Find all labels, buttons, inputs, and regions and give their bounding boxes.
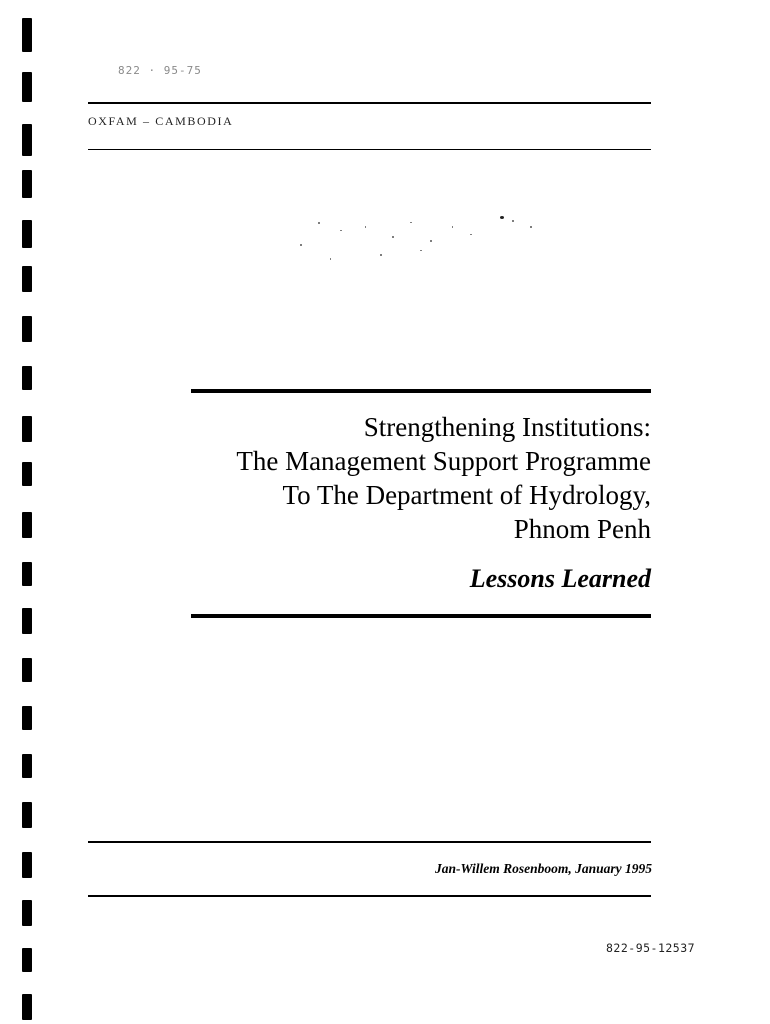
header-rule-top [88, 102, 651, 104]
binding-mark [22, 72, 32, 102]
author-line: Jan-Willem Rosenboom, January 1995 [434, 861, 652, 876]
title-rule-bottom [191, 614, 651, 618]
organization-name: OXFAM – CAMBODIA [88, 114, 234, 128]
binding-mark [22, 852, 32, 878]
binding-mark [22, 754, 32, 778]
binding-mark [22, 948, 32, 972]
title-line: Phnom Penh [513, 514, 651, 544]
binding-mark [22, 900, 32, 926]
title-line: To The Department of Hydrology, [282, 480, 651, 510]
binding-mark [22, 266, 32, 292]
author-rule-top [88, 841, 651, 843]
binding-mark [22, 706, 32, 730]
binding-mark [22, 658, 32, 682]
binding-mark [22, 170, 32, 198]
binding-mark [22, 562, 32, 586]
header-rule-bottom [88, 149, 651, 150]
author-rule-bottom [88, 895, 651, 897]
title-block [151, 410, 651, 594]
archive-stamp: 822 · 95-75 [118, 64, 202, 77]
binding-mark [22, 512, 32, 538]
document-number: 822-95-12537 [606, 941, 696, 955]
title-line: The Management Support Programme [236, 446, 651, 476]
binding-mark [22, 802, 32, 828]
title-line: Strengthening Institutions: [363, 412, 651, 442]
subtitle: Lessons Learned [469, 564, 651, 593]
binding-mark [22, 316, 32, 342]
title-rule-top [191, 389, 651, 393]
binding-mark [22, 366, 32, 390]
binding-mark [22, 608, 32, 634]
binding-mark [22, 124, 32, 156]
binding-marks [0, 0, 40, 1024]
binding-mark [22, 994, 32, 1020]
binding-mark [22, 416, 32, 442]
binding-mark [22, 220, 32, 248]
binding-mark [22, 18, 32, 52]
binding-mark [22, 462, 32, 486]
